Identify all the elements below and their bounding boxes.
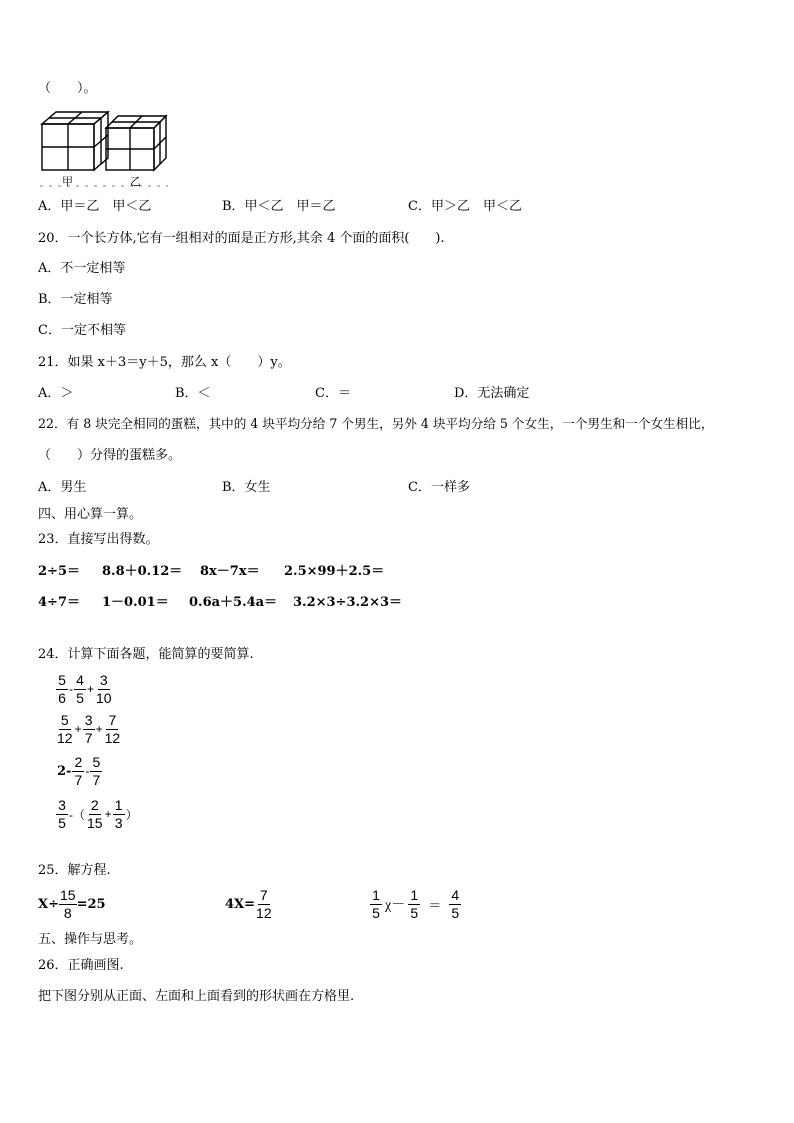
q25-equation-2: 4X= $\frac{7}{12}$	[225, 887, 272, 921]
q23-item: 3.2×3÷3.2×3＝	[293, 595, 403, 610]
q21-option-d[interactable]: D．无法确定	[454, 386, 530, 401]
q20-option-b[interactable]: B．一定相等	[38, 292, 113, 307]
q26-text: 把下图分别从正面、左面和上面看到的形状画在方格里.	[38, 989, 355, 1004]
q25-equation-3: $\frac{1}{5}$ χ－ $\frac{1}{5}$ ＝ $\frac{4}{5}$	[370, 888, 461, 920]
label-yi: 乙	[130, 175, 141, 188]
section5-title: 五、操作与思考。	[38, 932, 143, 947]
q25-equation-1: X÷ $\frac{15}{8}$ =25	[38, 887, 106, 921]
fraction: $\frac{7}{12}$	[256, 887, 272, 921]
q22-option-b[interactable]: B．女生	[222, 480, 271, 495]
fraction: $\frac{5}{6}$	[56, 673, 68, 705]
q21-option-b[interactable]: B．＜	[175, 386, 211, 401]
fraction: $\frac{7}{12}$	[104, 712, 121, 746]
q24-expr-3: 2- $\frac{2}{7}$ - $\frac{5}{7}$	[56, 755, 102, 787]
section4-title: 四、用心算一算。	[38, 507, 143, 522]
q21-stem: 21．如果 x＋3＝y＋5，那么 x（ ）y。	[38, 355, 291, 370]
q19-option-b[interactable]: B．甲＜乙 甲＝乙	[222, 199, 336, 214]
q23-stem: 23．直接写出得数。	[38, 532, 159, 547]
fraction: $\frac{5}{7}$	[90, 755, 102, 787]
fraction: $\frac{1}{5}$	[370, 888, 382, 920]
q23-item: 2.5×99＋2.5＝	[284, 564, 385, 579]
q24-expr-2: $\frac{5}{12}$ + $\frac{3}{7}$ + $\frac{7}{12}$	[57, 712, 121, 746]
q23-item: 1－0.01＝	[102, 595, 169, 610]
q19-cube-figures	[38, 108, 173, 190]
fraction: $\frac{2}{15}$	[87, 797, 103, 831]
q24-expr-4: $\frac{3}{5}$ -（ $\frac{2}{15}$ + $\frac{1}{3}$ ）	[56, 798, 139, 830]
q22-stem-line1: 22．有 8 块完全相同的蛋糕，其中的 4 块平均分给 7 个男生，另外 4 块平均分给 5 个女生，一个男生和一个女生相比，	[38, 416, 714, 431]
fraction: $\frac{4}{5}$	[449, 888, 461, 920]
q21-option-a[interactable]: A．＞	[38, 386, 74, 401]
q23-item: 8.8＋0.12＝	[102, 564, 183, 579]
cube-jia	[42, 112, 108, 170]
q24-stem: 24．计算下面各题，能简算的要简算.	[38, 647, 254, 662]
fraction: $\frac{5}{12}$	[57, 712, 73, 746]
fraction: $\frac{3}{5}$	[56, 798, 68, 830]
q19-option-a[interactable]: A．甲＝乙 甲＜乙	[38, 199, 152, 214]
q20-option-a[interactable]: A．不一定相等	[38, 261, 126, 276]
q24-expr-1: $\frac{5}{6}$ - $\frac{4}{5}$ + $\frac{3}{10}$	[56, 673, 113, 705]
cube-yi	[106, 116, 166, 170]
q25-stem: 25．解方程.	[38, 863, 111, 878]
fraction: $\frac{3}{7}$	[83, 713, 95, 745]
label-jia: 甲	[62, 175, 73, 188]
fraction: $\frac{2}{7}$	[72, 755, 84, 787]
fraction: $\frac{15}{8}$	[59, 887, 76, 921]
q23-item: 4÷7＝	[38, 595, 80, 610]
q22-stem-line2: （ ）分得的蛋糕多。	[38, 448, 182, 463]
q22-option-a[interactable]: A．男生	[38, 480, 87, 495]
q23-item: 2÷5＝	[38, 564, 80, 579]
q22-option-c[interactable]: C．一样多	[408, 480, 470, 495]
q21-option-c[interactable]: C．＝	[315, 386, 351, 401]
q26-stem: 26．正确画图.	[38, 958, 124, 973]
fraction: $\frac{3}{10}$	[96, 672, 112, 706]
q23-item: 8x－7x＝	[200, 564, 260, 579]
fraction: $\frac{1}{5}$	[408, 888, 420, 920]
q20-option-c[interactable]: C．一定不相等	[38, 323, 126, 338]
fraction: $\frac{1}{3}$	[113, 798, 125, 830]
q20-stem: 20．一个长方体,它有一组相对的面是正方形,其余 4 个面的面积( ).	[38, 231, 445, 246]
q23-item: 0.6a＋5.4a＝	[189, 595, 278, 610]
fraction: $\frac{4}{5}$	[74, 673, 86, 705]
q19-option-c[interactable]: C．甲＞乙 甲＜乙	[408, 199, 522, 214]
q19-paren: （ ）。	[38, 81, 97, 96]
